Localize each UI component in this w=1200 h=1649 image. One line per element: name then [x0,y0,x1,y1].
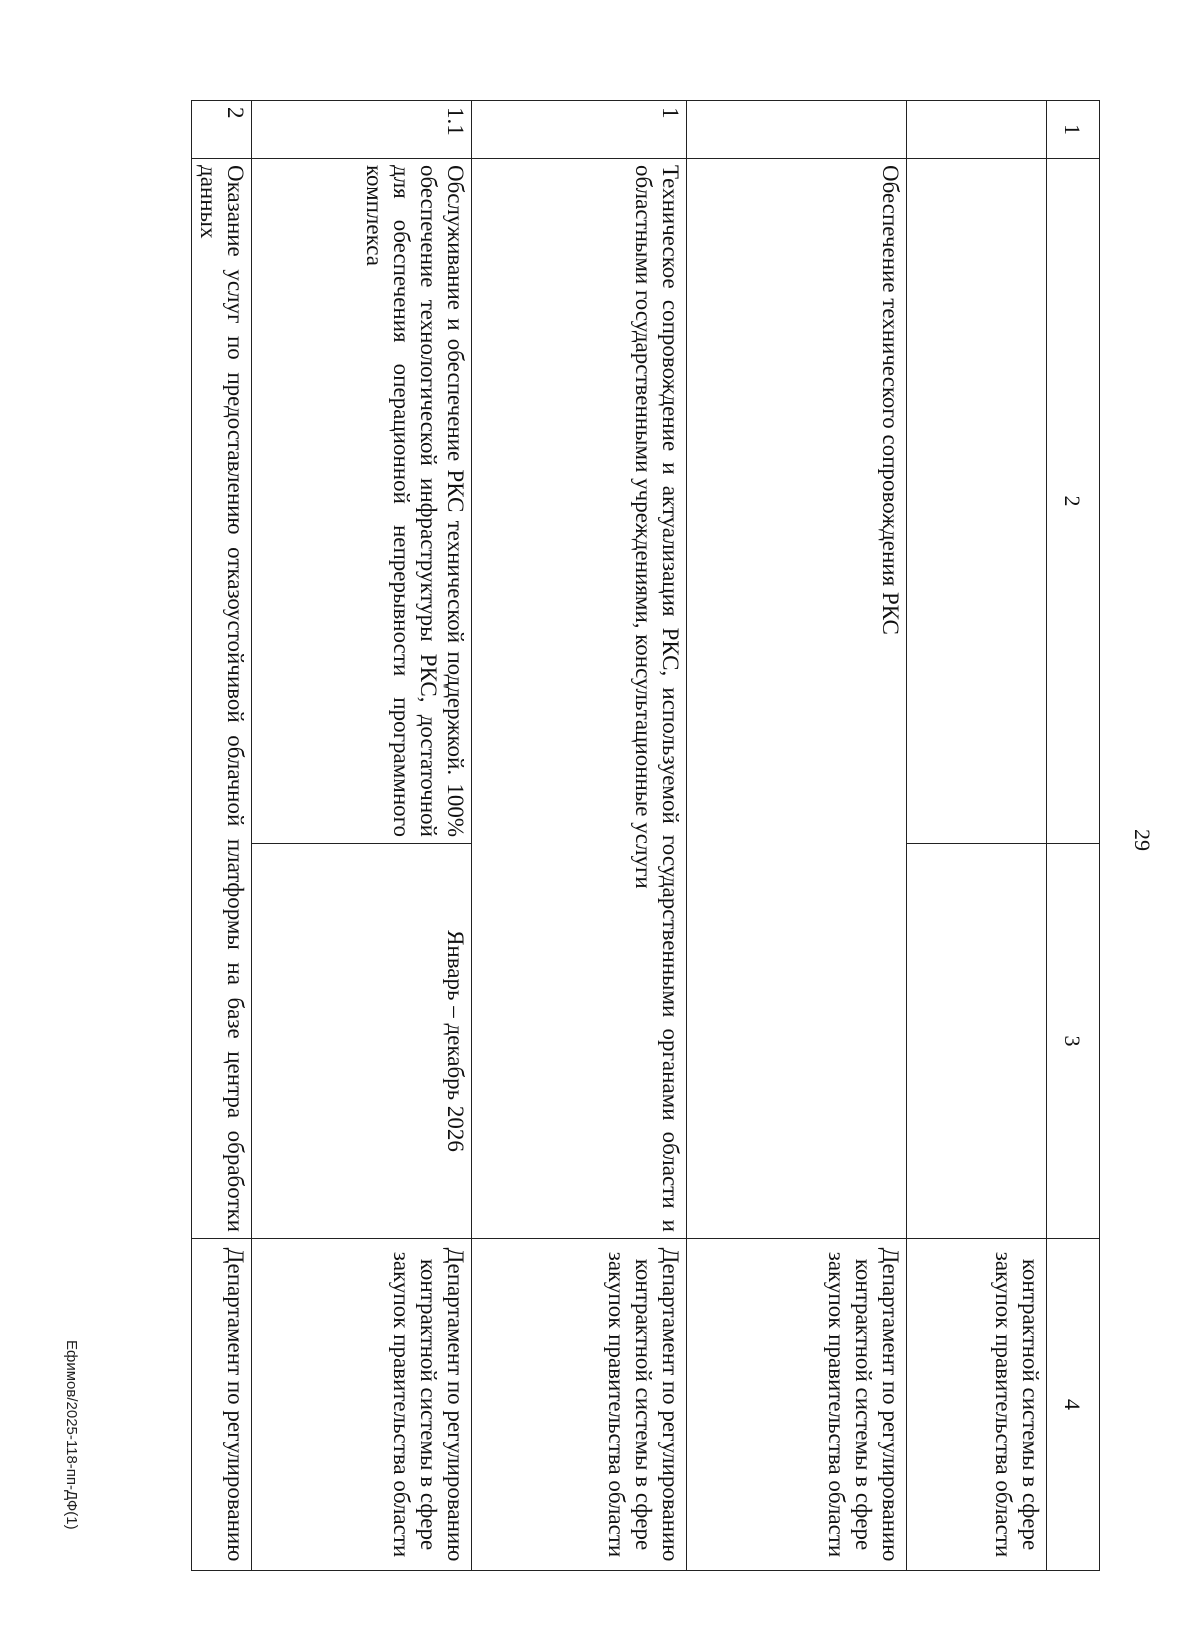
cell-dept: Департамент по регулированию [192,1239,252,1571]
header-col-3: 3 [1047,844,1100,1239]
cell-dept: Департамент по регулированию контрактной системы в сфере закупок правительства области [687,1239,907,1571]
cell-num [907,101,1047,159]
rotated-page [55,70,1155,1600]
cell-text: Обеспечение технического сопровождения РКС [687,159,907,1239]
table-row [472,101,687,1571]
cell-date: Январь – декабрь 2026 [252,844,472,1239]
cell-num: 1 [472,101,687,159]
cell-dept: контрактной системы в сфере закупок правительства области [907,1239,1047,1571]
cell-dept: Департамент по регулированию контрактной системы в сфере закупок правительства области [472,1239,687,1571]
table-row-continued [907,101,1047,1571]
table-row [687,101,907,1571]
cell-num: 1.1 [252,101,472,159]
plan-table [191,100,1100,1571]
cell-text [907,159,1047,844]
cell-date [907,844,1047,1239]
cell-dept: Департамент по регулированию контрактной системы в сфере закупок правительства области [252,1239,472,1571]
header-col-1: 1 [1047,101,1100,159]
header-col-4: 4 [1047,1239,1100,1571]
header-col-2: 2 [1047,159,1100,844]
cell-num: 2 [192,101,252,159]
table-row [192,101,252,1571]
cell-num [687,101,907,159]
table-header-row [1047,101,1100,1571]
cell-text: Техническое сопровождение и актуализация РКС, используемой государственными органами области и областными государственными учреждениями, консультационные услуги [472,159,687,1239]
table-row [252,101,472,1571]
cell-text: Оказание услуг по предоставлению отказоустойчивой облачной платформы на базе центра обработки данных [192,159,252,1239]
page-number: 29 [1130,829,1155,851]
document-code: Ефимов/2025-118-пп-ДФ(1) [63,1340,80,1530]
cell-text: Обслуживание и обеспечение РКС технической поддержкой. 100% обеспечение технологической инфраструктуры РКС, достаточной для обеспечения операционной непрерывности программного комплекса [252,159,472,844]
